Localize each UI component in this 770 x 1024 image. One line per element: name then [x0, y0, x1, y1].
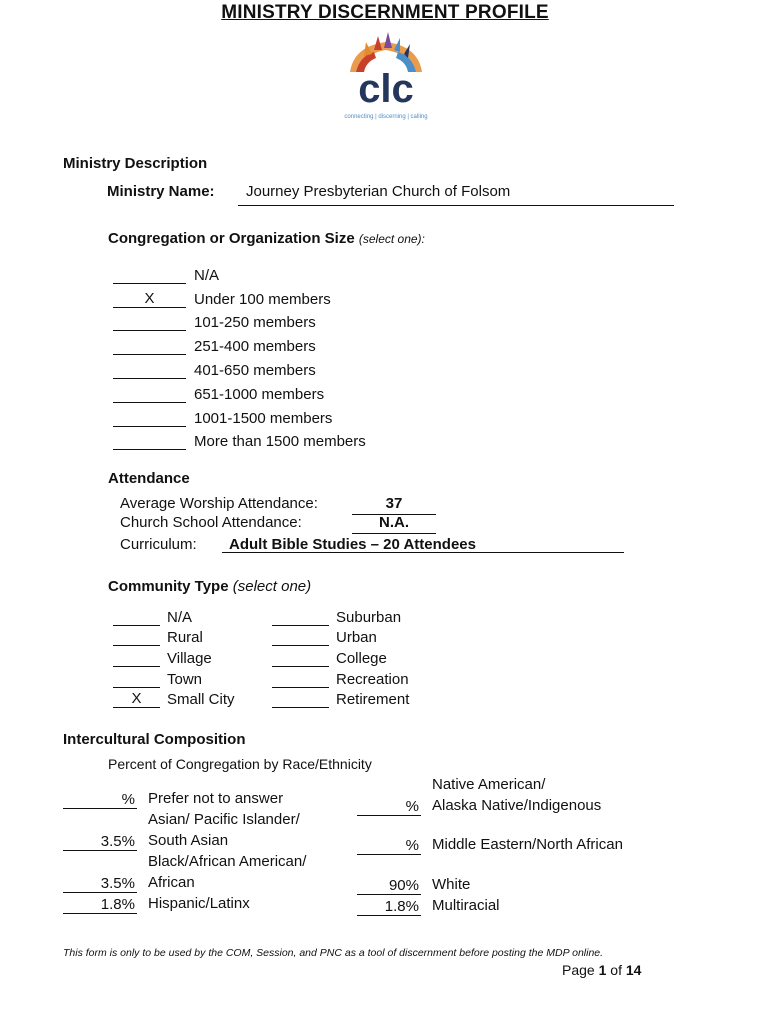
ethnicity-row [63, 809, 306, 851]
page-number [562, 962, 641, 978]
community-option-label: Small City [167, 691, 235, 709]
curriculum-value[interactable]: Adult Bible Studies – 20 Attendees [222, 536, 624, 553]
size-option [113, 331, 366, 355]
community-option [113, 688, 235, 709]
community-option-label: N/A [167, 608, 193, 626]
logo-flame-icon [350, 32, 422, 72]
ethnicity-row [357, 834, 623, 855]
worship-label: Average Worship Attendance: [120, 495, 318, 512]
community-option [113, 626, 235, 647]
ethnicity-label [148, 851, 306, 893]
ethnicity-label [148, 788, 283, 809]
community-option-label: Town [167, 670, 203, 688]
ethnicity-percent[interactable]: 3.5% [63, 833, 137, 851]
page-current: 1 [598, 962, 607, 978]
school-value[interactable]: N.A. [352, 514, 436, 534]
ethnicity-label [148, 893, 250, 914]
ethnicity-label-line: Prefer not to answer [148, 790, 284, 807]
size-option [113, 284, 366, 308]
size-heading-text: Congregation or Organization Size [108, 230, 355, 247]
ethnicity-row [63, 851, 306, 893]
page-total: 14 [625, 962, 642, 978]
ethnicity-label-line: Native American/ [432, 776, 546, 793]
community-left-options [113, 605, 235, 708]
ministry-name-value: Journey Presbyterian Church of Folsom [246, 183, 511, 200]
community-heading-note: (select one) [232, 578, 312, 595]
community-option [272, 605, 409, 626]
ethnicity-label-line: White [432, 876, 471, 893]
community-option-label: Urban [336, 629, 377, 647]
ethnicity-label [432, 834, 623, 855]
intercultural-heading: Intercultural Composition [63, 731, 246, 748]
community-option-blank[interactable] [272, 690, 329, 708]
size-option [113, 403, 366, 427]
community-option-blank[interactable] [272, 628, 329, 646]
intercultural-subheading: Percent of Congregation by Race/Ethnicity [108, 756, 372, 772]
logo-graphic [330, 28, 442, 122]
size-option-label: More than 1500 members [194, 433, 366, 451]
community-option-label: Suburban [336, 608, 402, 626]
ethnicity-label-line: Alaska Native/Indigenous [432, 797, 602, 814]
size-option [113, 427, 366, 451]
logo-text: clc [358, 67, 414, 111]
ethnicity-label-line: Middle Eastern/North African [432, 836, 623, 853]
page-prefix: Page [562, 962, 599, 978]
size-option-label: 651-1000 members [194, 385, 325, 403]
community-option-blank[interactable] [113, 649, 160, 667]
community-option [272, 667, 409, 688]
clc-logo [330, 28, 442, 122]
size-option-blank[interactable] [113, 432, 186, 450]
community-heading-text: Community Type [108, 578, 229, 595]
size-option-blank[interactable] [113, 361, 186, 379]
intercultural-left [63, 788, 306, 914]
size-option-label: Under 100 members [194, 290, 331, 308]
size-option-label: 101-250 members [194, 314, 316, 332]
community-option-label: Rural [167, 629, 203, 647]
ethnicity-label-line: Black/African American/ [148, 853, 307, 870]
ethnicity-percent[interactable]: 1.8% [63, 896, 137, 914]
size-option-label: 401-650 members [194, 361, 316, 379]
size-option-blank[interactable] [113, 409, 186, 427]
size-option-label: N/A [194, 266, 220, 284]
ethnicity-label [432, 774, 601, 816]
community-option [272, 688, 409, 709]
ethnicity-percent[interactable]: % [357, 798, 421, 816]
size-option-blank[interactable] [113, 266, 186, 284]
community-option [113, 605, 235, 626]
ethnicity-percent[interactable]: % [63, 791, 137, 809]
ethnicity-row [357, 774, 623, 816]
size-option [113, 355, 366, 379]
school-label: Church School Attendance: [120, 514, 302, 531]
ethnicity-row [357, 874, 623, 895]
ethnicity-label-line: African [148, 874, 195, 891]
ethnicity-label-line: Hispanic/Latinx [148, 895, 250, 912]
ethnicity-percent[interactable]: 90% [357, 877, 421, 895]
size-option [113, 308, 366, 332]
community-option-label: College [336, 650, 387, 668]
community-option-blank[interactable] [113, 670, 160, 688]
ethnicity-label [148, 809, 300, 851]
size-option-blank[interactable]: X [113, 290, 186, 308]
ethnicity-row [63, 788, 306, 809]
size-heading-note: (select one): [358, 232, 425, 246]
ethnicity-percent[interactable]: 1.8% [357, 898, 421, 916]
community-option-blank[interactable] [272, 608, 329, 626]
ministry-heading: Ministry Description [63, 155, 208, 172]
ethnicity-label-line: South Asian [148, 832, 229, 849]
community-option-blank[interactable] [272, 649, 329, 667]
community-option-label: Recreation [336, 670, 409, 688]
size-option-blank[interactable] [113, 385, 186, 403]
page-title: MINISTRY DISCERNMENT PROFILE [221, 2, 549, 23]
community-option-blank[interactable] [113, 628, 160, 646]
logo-tagline: connecting | discerning | calling [344, 114, 428, 120]
size-options [113, 260, 366, 450]
community-option [113, 646, 235, 667]
ethnicity-label-line: Asian/ Pacific Islander/ [148, 811, 300, 828]
curriculum-label: Curriculum: [120, 536, 197, 553]
footer-note: This form is only to be used by the COM, Session, and PNC as a tool of discernment before posting the MDP online. [63, 947, 604, 959]
ministry-name-label: Ministry Name: [107, 183, 215, 200]
ethnicity-row [357, 895, 623, 916]
community-option [272, 646, 409, 667]
ethnicity-percent[interactable]: % [357, 837, 421, 855]
size-option-blank[interactable] [113, 337, 186, 355]
community-option [272, 626, 409, 647]
ethnicity-row [63, 893, 306, 914]
intercultural-right [357, 774, 623, 916]
size-option [113, 379, 366, 403]
size-option-label: 251-400 members [194, 338, 316, 356]
ethnicity-label [432, 874, 470, 895]
page-of: of [606, 962, 626, 978]
community-option-blank[interactable] [272, 670, 329, 688]
worship-value[interactable]: 37 [352, 495, 436, 515]
size-heading [108, 230, 425, 247]
attendance-heading: Attendance [108, 470, 190, 487]
community-option-label: Village [167, 650, 212, 668]
size-option-label: 1001-1500 members [194, 409, 333, 427]
ethnicity-label-line: Multiracial [432, 897, 500, 914]
community-option-label: Retirement [336, 691, 410, 709]
ethnicity-percent[interactable]: 3.5% [63, 875, 137, 893]
community-option-blank[interactable] [113, 608, 160, 626]
ethnicity-label [432, 895, 500, 916]
size-option [113, 260, 366, 284]
community-right-options [272, 605, 409, 708]
community-option-blank[interactable]: X [113, 690, 160, 708]
size-option-blank[interactable] [113, 313, 186, 331]
ministry-name-field[interactable] [238, 183, 674, 206]
community-option [113, 667, 235, 688]
community-heading [108, 578, 311, 595]
